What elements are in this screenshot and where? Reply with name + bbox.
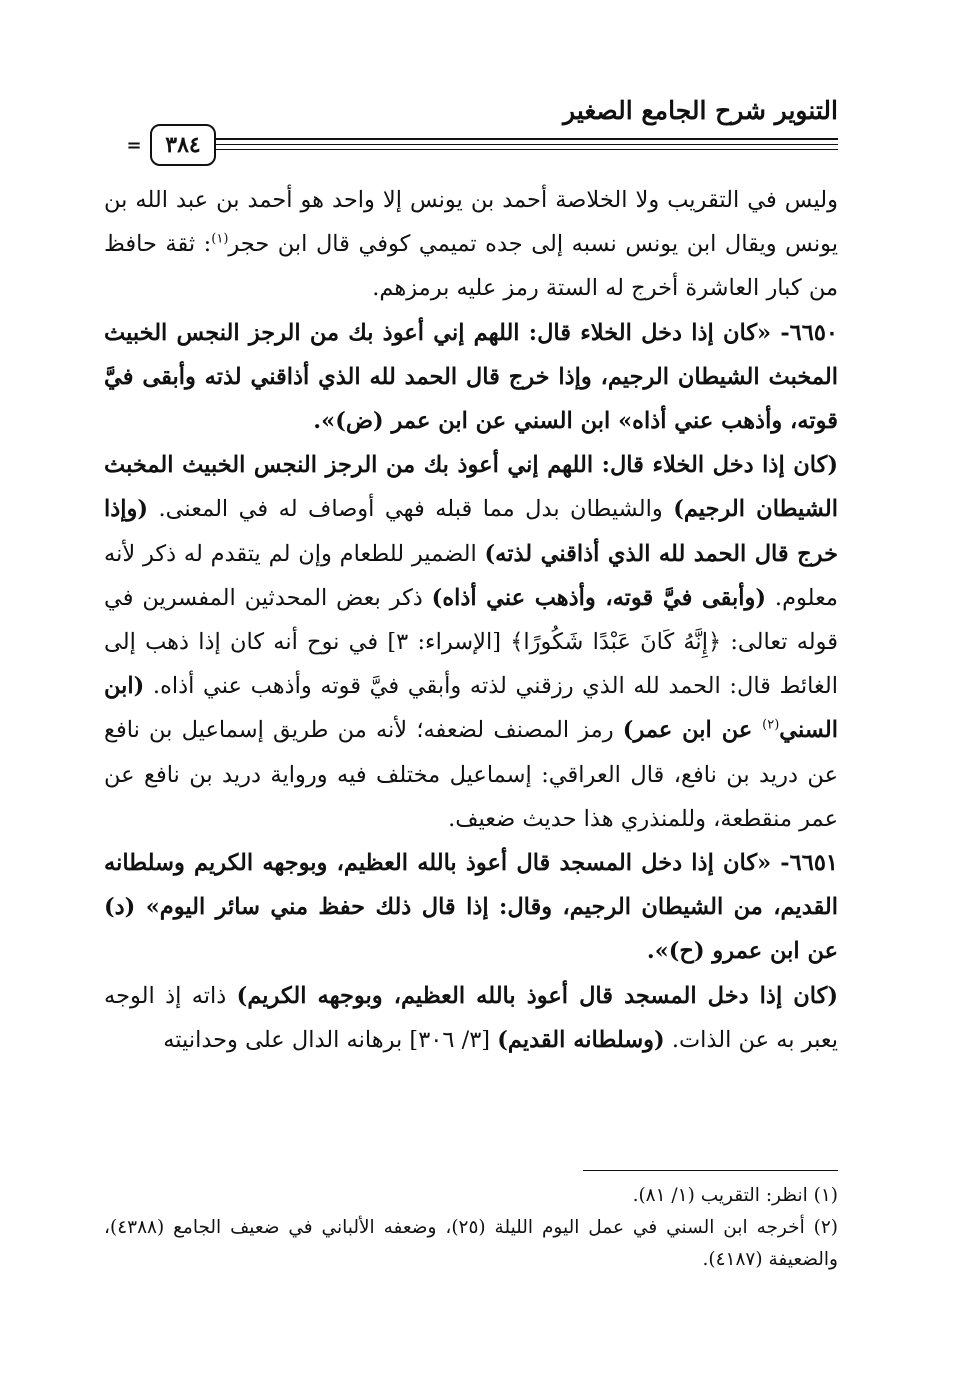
quoted-text: (كان إذا دخل المسجد قال أعوذ بالله العظيم، وبوجهه الكريم) — [236, 982, 838, 1009]
footnote-ref: (١) — [211, 231, 229, 247]
text-run: رمز المصنف لضعفه؛ لأنه من طريق إسماعيل بن نافع عن دريد بن نافع، قال العراقي: إسماعيل مختلف فيه ورواية دريد بن نافع عن عمر منقطعة، وللمنذري هذا حديث ضعيف. — [104, 717, 838, 832]
quoted-text: عن ابن عمر) — [622, 717, 763, 744]
header-rule — [148, 149, 838, 150]
page-marker: = — [118, 124, 150, 166]
footnote-1: (١) انظر: التقريب (١/ ٨١). — [632, 1185, 838, 1206]
text-run: الضمير للطعام وإن لم يتقدم له ذكر لأنه معلوم. — [104, 540, 838, 611]
footnotes — [104, 1180, 838, 1276]
running-header-title: التنوير شرح الجامع الصغير — [563, 96, 838, 125]
text-run: ذاته إذ الوجه يعبر به عن الذات. — [104, 982, 838, 1053]
text-run: [٣/ ٣٠٦] برهانه الدال على وحدانيته — [163, 1026, 498, 1053]
quoted-text: (وسلطانه القديم) — [497, 1026, 665, 1053]
header-rule — [148, 144, 838, 145]
footnote-2: (٢) أخرجه ابن السني في عمل اليوم الليلة (٢٥)، وضعفه الألباني في ضعيف الجامع (٤٣٨٨)، والضعيفة (٤١٨٧). — [104, 1217, 838, 1270]
header-rule — [148, 138, 838, 140]
commentary-paragraph — [104, 974, 838, 1062]
quoted-text: (وإذا خرج قال الحمد لله الذي أذاقني لذته) — [104, 496, 838, 567]
footnote-separator — [583, 1170, 838, 1171]
hadith-6650: ٦٦٥٠- «كان إذا دخل الخلاء قال: اللهم إني أعوذ بك من الرجز النجس الخبيث المخبث الشيطان الرجيم، وإذا خرج قال الحمد لله الذي أذاقني لذته وأبقى فيَّ قوته، وأذهب عني أذاه» ابن السني عن ابن عمر (ض)». — [104, 319, 838, 435]
paragraph — [104, 178, 838, 311]
commentary-paragraph — [104, 443, 838, 841]
main-text — [104, 178, 838, 1062]
text-run: : ثقة حافظ من كبار العاشرة أخرج له الستة رمز عليه برمزهم. — [104, 231, 838, 302]
quoted-text: (ابن السني — [104, 673, 838, 744]
text-run: وليس في التقريب ولا الخلاصة أحمد بن يونس إلا واحد هو أحمد بن عبد الله بن يونس ويقال ابن يونس نسبه إلى جده تميمي كوفي قال ابن حجر — [104, 187, 838, 258]
quoted-text: (كان إذا دخل الخلاء قال: اللهم إني أعوذ بك من الرجز النجس الخبيث المخبث الشيطان الرجيم) — [104, 452, 838, 523]
text-run: والشيطان بدل مما قبله فهي أوصاف له في المعنى. — [148, 496, 674, 523]
hadith-6651: ٦٦٥١- «كان إذا دخل المسجد قال أعوذ بالله العظيم، وبوجهه الكريم وسلطانه القديم، من الشيطان الرجيم، وقال: إذا قال ذلك حفظ مني سائر اليوم» (د) عن ابن عمرو (ح)». — [104, 850, 838, 965]
quoted-text: (وأبقى فيَّ قوته، وأذهب عني أذاه) — [431, 584, 767, 611]
page-number: ٣٨٤ — [150, 124, 216, 166]
text-run: ذكر بعض المحدثين المفسرين في قوله تعالى: ﴿إِنَّهُ كَانَ عَبْدًا شَكُورًا﴾ [الإسراء: ٣] في نوح أنه كان إذا ذهب إلى الغائط قال: الحمد لله الذي رزقني لذته وأبقي فيَّ قوته وأذهب عني أذاه. — [104, 584, 838, 700]
footnote-ref: (٢) — [762, 717, 780, 733]
